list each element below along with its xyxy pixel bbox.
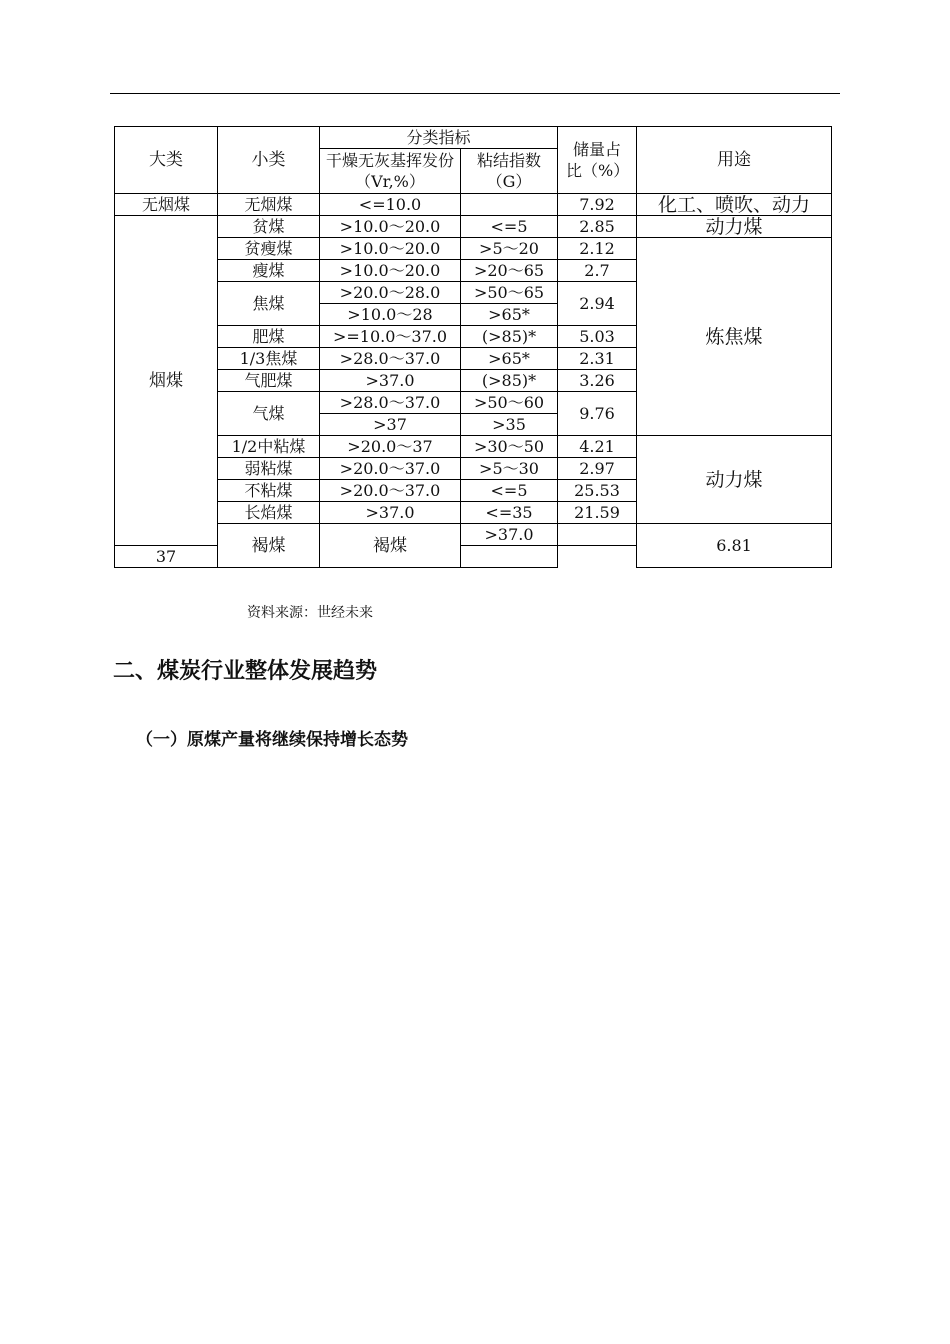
pct-lignite: 6.81 <box>637 524 832 568</box>
g-gas-fat: (>85)* <box>461 370 558 392</box>
major-bituminous: 烟煤 <box>115 216 218 546</box>
major-lignite: 褐煤 <box>218 524 320 568</box>
vr-third-coking: >28.0～37.0 <box>320 348 461 370</box>
pct-anthracite: 7.92 <box>558 194 637 216</box>
minor-lean: 贫煤 <box>218 216 320 238</box>
minor-non: 不粘煤 <box>218 480 320 502</box>
pct-half-mid: 4.21 <box>558 436 637 458</box>
table-source-note: 资料来源：世经未来 <box>247 605 373 621</box>
table-row <box>115 216 832 238</box>
vr-weak: >20.0～37.0 <box>320 458 461 480</box>
pct-gas-fat: 3.26 <box>558 370 637 392</box>
g-fat: (>85)* <box>461 326 558 348</box>
header-caking: 粘结指数（G） <box>461 149 558 194</box>
use-anthracite: 化工、喷吹、动力 <box>637 194 832 216</box>
minor-long-flame: 长焰煤 <box>218 502 320 524</box>
g-long-flame: <=35 <box>461 502 558 524</box>
table-row <box>115 436 832 458</box>
vr-anthracite: <=10.0 <box>320 194 461 216</box>
header-major: 大类 <box>115 127 218 194</box>
minor-weak: 弱粘煤 <box>218 458 320 480</box>
vr-coking-1: >20.0～28.0 <box>320 282 461 304</box>
vr-gas-2: >37 <box>320 414 461 436</box>
header-usage: 用途 <box>637 127 832 194</box>
minor-gas-fat: 气肥煤 <box>218 370 320 392</box>
minor-gas: 气煤 <box>218 392 320 436</box>
use-power-group: 动力煤 <box>637 436 832 524</box>
table-row <box>115 194 832 216</box>
vr-half-mid: >20.0～37 <box>320 436 461 458</box>
pct-fat: 5.03 <box>558 326 637 348</box>
minor-fat: 肥煤 <box>218 326 320 348</box>
header-reserve: 储量占比（%） <box>558 127 637 194</box>
vr-meager: >10.0～20.0 <box>320 260 461 282</box>
minor-lean-meager: 贫瘦煤 <box>218 238 320 260</box>
vr-lignite-2: 37 <box>115 546 218 568</box>
g-non: <=5 <box>461 480 558 502</box>
table-row <box>115 238 832 260</box>
vr-gas-1: >28.0～37.0 <box>320 392 461 414</box>
g-lignite-1 <box>558 524 637 546</box>
coal-classification-table <box>114 126 832 568</box>
vr-lean-meager: >10.0～20.0 <box>320 238 461 260</box>
section-heading: 二、煤炭行业整体发展趋势 <box>113 659 378 684</box>
use-lean: 动力煤 <box>637 216 832 238</box>
g-coking-2: >65* <box>461 304 558 326</box>
header-rule <box>110 93 840 94</box>
header-volatile: 干燥无灰基挥发份（Vr,%） <box>320 149 461 194</box>
table-row <box>115 524 832 546</box>
pct-third-coking: 2.31 <box>558 348 637 370</box>
minor-third-coking: 1/3焦煤 <box>218 348 320 370</box>
minor-coking: 焦煤 <box>218 282 320 326</box>
g-weak: >5～30 <box>461 458 558 480</box>
pct-meager: 2.7 <box>558 260 637 282</box>
g-anthracite <box>461 194 558 216</box>
vr-long-flame: >37.0 <box>320 502 461 524</box>
vr-lignite-1: >37.0 <box>461 524 558 546</box>
vr-non: >20.0～37.0 <box>320 480 461 502</box>
g-half-mid: >30～50 <box>461 436 558 458</box>
major-anthracite: 无烟煤 <box>115 194 218 216</box>
vr-coking-2: >10.0～28 <box>320 304 461 326</box>
subsection-heading: （一）原煤产量将继续保持增长态势 <box>136 730 408 750</box>
pct-weak: 2.97 <box>558 458 637 480</box>
g-meager: >20～65 <box>461 260 558 282</box>
pct-gas: 9.76 <box>558 392 637 436</box>
header-minor: 小类 <box>218 127 320 194</box>
g-lean-meager: >5～20 <box>461 238 558 260</box>
g-gas-2: >35 <box>461 414 558 436</box>
minor-meager: 瘦煤 <box>218 260 320 282</box>
vr-fat: >=10.0～37.0 <box>320 326 461 348</box>
vr-gas-fat: >37.0 <box>320 370 461 392</box>
g-third-coking: >65* <box>461 348 558 370</box>
pct-long-flame: 21.59 <box>558 502 637 524</box>
header-indicators: 分类指标 <box>320 127 558 149</box>
use-coking-group: 炼焦煤 <box>637 238 832 436</box>
vr-lean: >10.0～20.0 <box>320 216 461 238</box>
g-gas-1: >50～60 <box>461 392 558 414</box>
minor-anthracite: 无烟煤 <box>218 194 320 216</box>
g-lean: <=5 <box>461 216 558 238</box>
g-coking-1: >50～65 <box>461 282 558 304</box>
pct-non: 25.53 <box>558 480 637 502</box>
minor-half-mid: 1/2中粘煤 <box>218 436 320 458</box>
pct-coking: 2.94 <box>558 282 637 326</box>
pct-lean: 2.85 <box>558 216 637 238</box>
g-lignite-2 <box>461 546 558 568</box>
pct-lean-meager: 2.12 <box>558 238 637 260</box>
minor-lignite: 褐煤 <box>320 524 461 568</box>
